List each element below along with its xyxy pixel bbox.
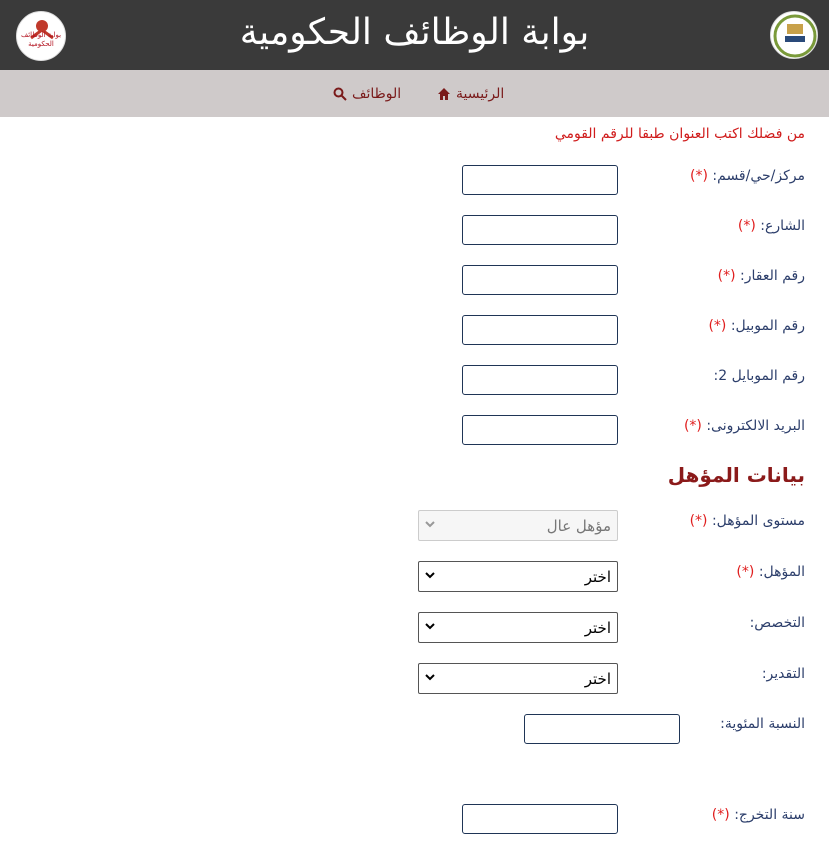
required-mark: (*) bbox=[689, 513, 708, 529]
home-icon bbox=[437, 87, 451, 101]
search-icon bbox=[333, 87, 347, 101]
qualification-level-select[interactable] bbox=[418, 510, 618, 541]
required-mark: (*) bbox=[708, 318, 727, 334]
graduation-year-label: سنة التخرج: (*) bbox=[711, 807, 805, 823]
percentage-input[interactable] bbox=[524, 714, 680, 744]
specialization-label: التخصص: bbox=[749, 615, 805, 631]
qualification-level-label: مستوى المؤهل: (*) bbox=[689, 513, 805, 529]
percentage-label: النسبة المئوية: bbox=[720, 716, 805, 732]
header-bar bbox=[0, 0, 829, 70]
chevron-down-icon bbox=[424, 518, 436, 530]
qualification-label: المؤهل: (*) bbox=[736, 564, 805, 580]
chevron-down-icon bbox=[424, 671, 436, 683]
qualification-value: اختر bbox=[584, 568, 611, 586]
required-mark: (*) bbox=[711, 807, 730, 823]
qualification-level-value: مؤهل عال bbox=[546, 517, 611, 535]
required-mark: (*) bbox=[683, 418, 702, 434]
grade-label: التقدير: bbox=[761, 666, 805, 682]
chevron-down-icon bbox=[424, 569, 436, 581]
grade-value: اختر bbox=[584, 670, 611, 688]
property-number-label: رقم العقار: (*) bbox=[717, 268, 805, 284]
nav-home-label: الرئيسية bbox=[456, 86, 505, 102]
email-input[interactable] bbox=[462, 415, 618, 445]
main-nav bbox=[0, 70, 829, 117]
nav-home[interactable] bbox=[437, 84, 504, 104]
grade-select[interactable] bbox=[418, 663, 618, 694]
specialization-select[interactable] bbox=[418, 612, 618, 643]
mobile-input[interactable] bbox=[462, 315, 618, 345]
required-mark: (*) bbox=[736, 564, 755, 580]
mobile2-input[interactable] bbox=[462, 365, 618, 395]
address-notice: من فضلك اكتب العنوان طبقا للرقم القومي bbox=[554, 126, 805, 142]
district-input[interactable] bbox=[462, 165, 618, 195]
government-emblem bbox=[770, 11, 818, 59]
emblem-icon bbox=[771, 12, 819, 60]
specialization-value: اختر bbox=[584, 619, 611, 637]
email-label: البريد الالكترونى: (*) bbox=[683, 418, 805, 434]
nav-jobs[interactable] bbox=[333, 84, 401, 104]
graduation-year-input[interactable] bbox=[462, 804, 618, 834]
mobile2-label: رقم الموبايل 2: bbox=[713, 368, 805, 384]
portal-logo-text: بوابة الوظائف الحكومية bbox=[20, 31, 62, 48]
property-number-input[interactable] bbox=[462, 265, 618, 295]
required-mark: (*) bbox=[717, 268, 736, 284]
required-mark: (*) bbox=[690, 168, 708, 184]
street-input[interactable] bbox=[462, 215, 618, 245]
qualification-select[interactable] bbox=[418, 561, 618, 592]
nav-jobs-label: الوظائف bbox=[352, 86, 402, 102]
mobile-label: رقم الموبيل: (*) bbox=[708, 318, 805, 334]
required-mark: (*) bbox=[737, 218, 756, 234]
page-title: بوابة الوظائف الحكومية bbox=[239, 12, 590, 53]
district-label: مركز/حي/قسم: (*) bbox=[690, 168, 805, 184]
street-label: الشارع: (*) bbox=[737, 218, 805, 234]
qualification-section-title: بيانات المؤهل bbox=[667, 463, 805, 487]
chevron-down-icon bbox=[424, 620, 436, 632]
